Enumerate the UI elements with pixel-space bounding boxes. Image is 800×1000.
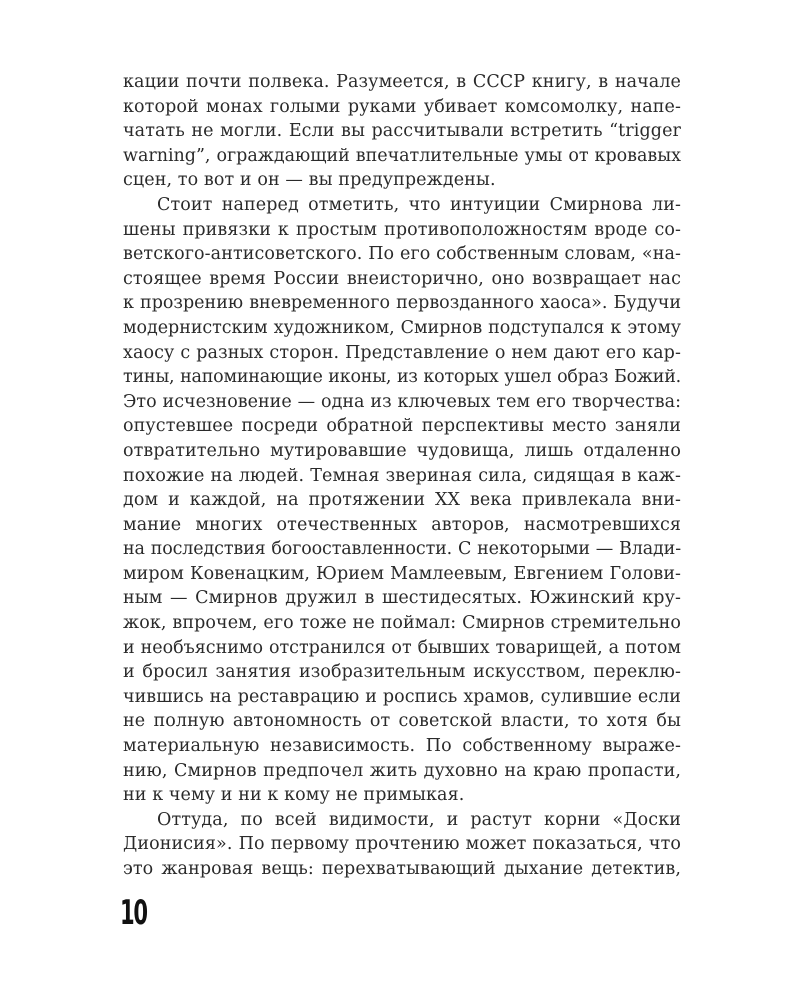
text-line: материальную независимость. По собственному выраже- — [123, 736, 681, 757]
text-line: миром Ковенацким, Юрием Мамлеевым, Евгением Голови- — [123, 563, 681, 584]
text-line: Оттуда, по всей видимости, и растут корни «Доски — [157, 809, 681, 830]
text-line: warning”, ограждающий впечатлительные умы от кровавых — [123, 145, 681, 166]
text-line: стоящее время России внеисторично, оно возвращает нас — [123, 268, 681, 289]
text-line: ветского-антисоветского. По его собственным словам, «на- — [123, 244, 681, 265]
text-line: ни к чему и ни к кому не примыкая. — [123, 785, 465, 806]
text-line: хаосу с разных сторон. Представление о нем дают его кар- — [123, 342, 681, 363]
text-line: чившись на реставрацию и роспись храмов, сулившие если — [123, 686, 681, 707]
text-line: к прозрению вневременного первозданного хаоса». Будучи — [123, 293, 681, 314]
text-line: которой монах голыми руками убивает комсомолку, напе- — [123, 96, 681, 117]
text-line: опустевшее посреди обратной перспективы место заняли — [123, 416, 681, 437]
text-line: мание многих отечественных авторов, насмотревшихся — [123, 514, 681, 535]
text-line: и бросил занятия изобразительным искусством, переклю- — [123, 662, 681, 683]
text-line: шены привязки к простым противоположностям вроде со- — [123, 219, 681, 240]
page-number: 10 — [120, 893, 147, 933]
text-line: на последствия богооставленности. С некоторыми — Влади- — [123, 539, 681, 560]
text-line: модернистским художником, Смирнов подступался к этому — [123, 317, 681, 338]
text-line: Дионисия». По первому прочтению может показаться, что — [123, 834, 681, 855]
body-text — [123, 70, 681, 882]
text-line: ным — Смирнов дружил в шестидесятых. Южинский кру- — [123, 588, 681, 609]
text-line: кации почти полвека. Разумеется, в СССР книгу, в начале — [123, 72, 681, 92]
text-line: сцен, то вот и он — вы предупреждены. — [123, 170, 496, 191]
text-line: и необъяснимо отстранился от бывших товарищей, а потом — [123, 637, 681, 658]
text-line: отвратительно мутировавшие чудовища, лишь отдаленно — [123, 440, 681, 461]
text-line: чатать не могли. Если вы рассчитывали встретить “trigger — [123, 121, 681, 142]
text-line: это жанровая вещь: перехватывающий дыхание детектив, — [123, 859, 681, 879]
text-line: тины, напоминающие иконы, из которых ушел образ Божий. — [123, 367, 681, 388]
text-line: жок, впрочем, его тоже не поймал: Смирнов стремительно — [123, 613, 681, 634]
text-line: дом и каждой, на протяжении XX века привлекала вни- — [123, 490, 681, 511]
text-line: Стоит наперед отметить, что интуиции Смирнова ли- — [157, 194, 681, 215]
text-line: не полную автономность от советской власти, то хотя бы — [123, 711, 681, 732]
text-line: нию, Смирнов предпочел жить духовно на краю пропасти, — [123, 760, 681, 781]
text-line: Это исчезновение — одна из ключевых тем его творчества: — [123, 391, 681, 412]
text-line: похожие на людей. Темная звериная сила, сидящая в каж- — [123, 465, 681, 486]
